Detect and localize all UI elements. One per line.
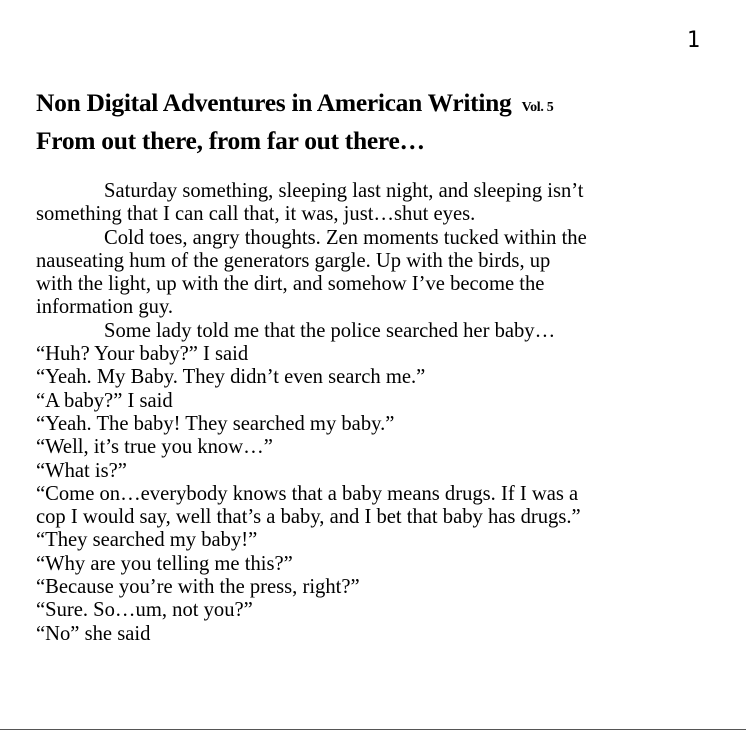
text-line: cop I would say, well that’s a baby, and I bet that baby has drugs.”: [36, 506, 581, 529]
text-line: “Well, it’s true you know…”: [36, 436, 273, 459]
text-line: “Come on…everybody knows that a baby means drugs. If I was a: [36, 482, 579, 505]
text-line: Cold toes, angry thoughts. Zen moments tucked within the: [104, 226, 587, 249]
page-number: 1: [686, 28, 700, 53]
title-line-1: [36, 86, 726, 124]
document-title: [36, 86, 726, 157]
text-line: information guy.: [36, 296, 174, 319]
text-line: with the light, up with the dirt, and somehow I’ve become the: [36, 273, 545, 296]
text-line: “Sure. So…um, not you?”: [36, 599, 253, 622]
text-line: “They searched my baby!”: [36, 529, 258, 552]
body-text: [36, 180, 726, 646]
text-line: “Why are you telling me this?”: [36, 552, 293, 575]
title-text: Non Digital Adventures in American Writing: [36, 88, 512, 117]
text-line: “Yeah. My Baby. They didn’t even search me.”: [36, 366, 426, 389]
title-line-2: From out there, from far out there…: [36, 126, 425, 155]
text-line: “What is?”: [36, 459, 127, 482]
text-line: something that I can call that, it was, just…shut eyes.: [36, 203, 476, 226]
text-line: “Huh? Your baby?” I said: [36, 343, 249, 366]
volume-label: Vol. 5: [521, 100, 554, 115]
text-line: Saturday something, sleeping last night, and sleeping isn’t: [104, 180, 584, 202]
text-line: “Yeah. The baby! They searched my baby.”: [36, 412, 395, 435]
text-line: Some lady told me that the police searched her baby…: [104, 319, 556, 342]
text-line: “A baby?” I said: [36, 389, 173, 412]
text-line: “Because you’re with the press, right?”: [36, 576, 360, 599]
text-line: “No” she said: [36, 622, 151, 645]
page-bottom-rule: [0, 729, 746, 730]
text-line: nauseating hum of the generators gargle. Up with the birds, up: [36, 249, 551, 272]
